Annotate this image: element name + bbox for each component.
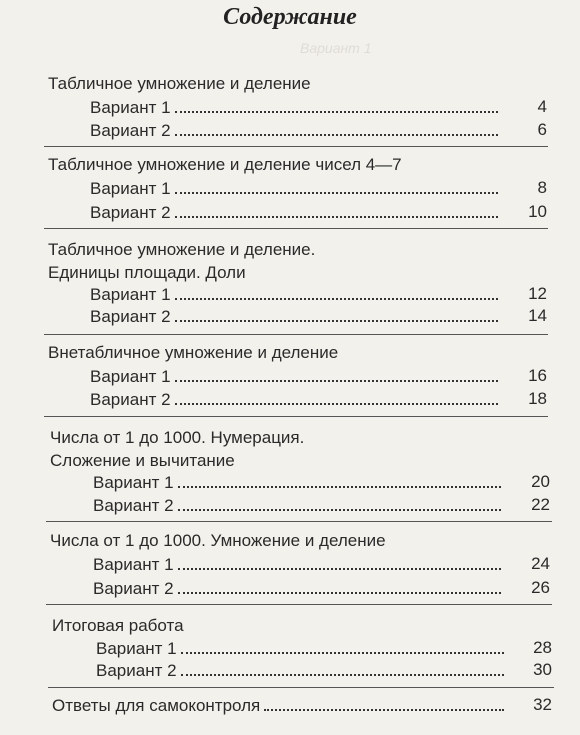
leader-dots bbox=[178, 554, 501, 570]
toc-entry[interactable] bbox=[96, 660, 508, 681]
section-title: Итоговая работа bbox=[52, 616, 184, 635]
section-title: Внетабличное умножение и деление bbox=[48, 343, 339, 362]
leader-dots bbox=[181, 660, 504, 676]
leader-dots bbox=[175, 202, 498, 218]
toc-entry-label: Вариант 1 bbox=[90, 179, 171, 198]
leader-dots bbox=[175, 306, 498, 322]
leader-dots bbox=[175, 389, 498, 405]
toc-page-number: 6 bbox=[537, 120, 547, 139]
toc-page-number: 12 bbox=[528, 284, 547, 303]
section-title: Табличное умножение и деление. bbox=[48, 240, 316, 259]
page-title: Содержание bbox=[223, 4, 357, 30]
toc-entry[interactable] bbox=[90, 389, 502, 410]
toc-entry-label: Вариант 2 bbox=[90, 390, 171, 409]
toc-page-number: 16 bbox=[528, 366, 547, 385]
section-divider bbox=[46, 604, 552, 605]
section-title: Сложение и вычитание bbox=[50, 451, 235, 470]
toc-page-number: 4 bbox=[537, 97, 547, 116]
toc-entry-answers[interactable] bbox=[52, 695, 508, 716]
toc-page-number: 22 bbox=[531, 495, 550, 514]
toc-entry-label: Вариант 1 bbox=[90, 285, 171, 304]
section-divider bbox=[48, 687, 554, 688]
toc-entry[interactable] bbox=[90, 366, 502, 387]
toc-entry-label: Вариант 2 bbox=[90, 203, 171, 222]
toc-page-number: 30 bbox=[533, 660, 552, 679]
toc-entry-label: Вариант 2 bbox=[93, 496, 174, 515]
toc-entry[interactable] bbox=[90, 120, 502, 141]
toc-page-number: 24 bbox=[531, 554, 550, 573]
leader-dots bbox=[175, 120, 498, 136]
toc-entry[interactable] bbox=[93, 495, 505, 516]
toc-page-number: 18 bbox=[528, 389, 547, 408]
section-divider bbox=[44, 146, 548, 147]
toc-page-number: 26 bbox=[531, 578, 550, 597]
section-title: Числа от 1 до 1000. Умножение и деление bbox=[50, 531, 386, 550]
leader-dots bbox=[181, 638, 504, 654]
toc-entry[interactable] bbox=[96, 638, 508, 659]
leader-dots bbox=[178, 472, 501, 488]
leader-dots bbox=[178, 495, 501, 511]
toc-entry-label: Ответы для самоконтроля bbox=[52, 696, 261, 715]
toc-entry-label: Вариант 1 bbox=[93, 473, 174, 492]
leader-dots bbox=[175, 97, 498, 113]
toc-entry[interactable] bbox=[93, 554, 505, 575]
toc-entry[interactable] bbox=[93, 578, 505, 599]
toc-page-number: 20 bbox=[531, 472, 550, 491]
toc-entry[interactable] bbox=[90, 202, 502, 223]
toc-entry-label: Вариант 2 bbox=[90, 307, 171, 326]
toc-entry-label: Вариант 1 bbox=[93, 555, 174, 574]
leader-dots bbox=[175, 366, 498, 382]
toc-entry[interactable] bbox=[90, 178, 502, 199]
toc-page-number: 14 bbox=[528, 306, 547, 325]
toc-page-number: 10 bbox=[528, 202, 547, 221]
toc-entry-label: Вариант 2 bbox=[90, 121, 171, 140]
leader-dots bbox=[175, 284, 498, 300]
section-title: Табличное умножение и деление bbox=[48, 74, 311, 93]
section-title: Числа от 1 до 1000. Нумерация. bbox=[50, 428, 305, 447]
leader-dots bbox=[264, 695, 504, 711]
section-divider bbox=[44, 334, 548, 335]
show-through-text: Вариант 1 bbox=[300, 40, 372, 56]
toc-page-number: 28 bbox=[533, 638, 552, 657]
section-title: Единицы площади. Доли bbox=[48, 263, 246, 282]
toc-entry[interactable] bbox=[90, 284, 502, 305]
toc-entry-label: Вариант 1 bbox=[96, 639, 177, 658]
toc-page-number: 32 bbox=[533, 695, 552, 714]
toc-entry-label: Вариант 1 bbox=[90, 367, 171, 386]
section-divider bbox=[46, 521, 552, 522]
leader-dots bbox=[178, 578, 501, 594]
toc-entry-label: Вариант 1 bbox=[90, 98, 171, 117]
section-divider bbox=[44, 228, 548, 229]
toc-entry[interactable] bbox=[90, 97, 502, 118]
toc-entry-label: Вариант 2 bbox=[93, 579, 174, 598]
section-divider bbox=[44, 416, 548, 417]
toc-entry[interactable] bbox=[90, 306, 502, 327]
toc-entry-label: Вариант 2 bbox=[96, 661, 177, 680]
leader-dots bbox=[175, 178, 498, 194]
toc-entry[interactable] bbox=[93, 472, 505, 493]
toc-page-number: 8 bbox=[537, 178, 547, 197]
section-title: Табличное умножение и деление чисел 4—7 bbox=[48, 155, 402, 174]
